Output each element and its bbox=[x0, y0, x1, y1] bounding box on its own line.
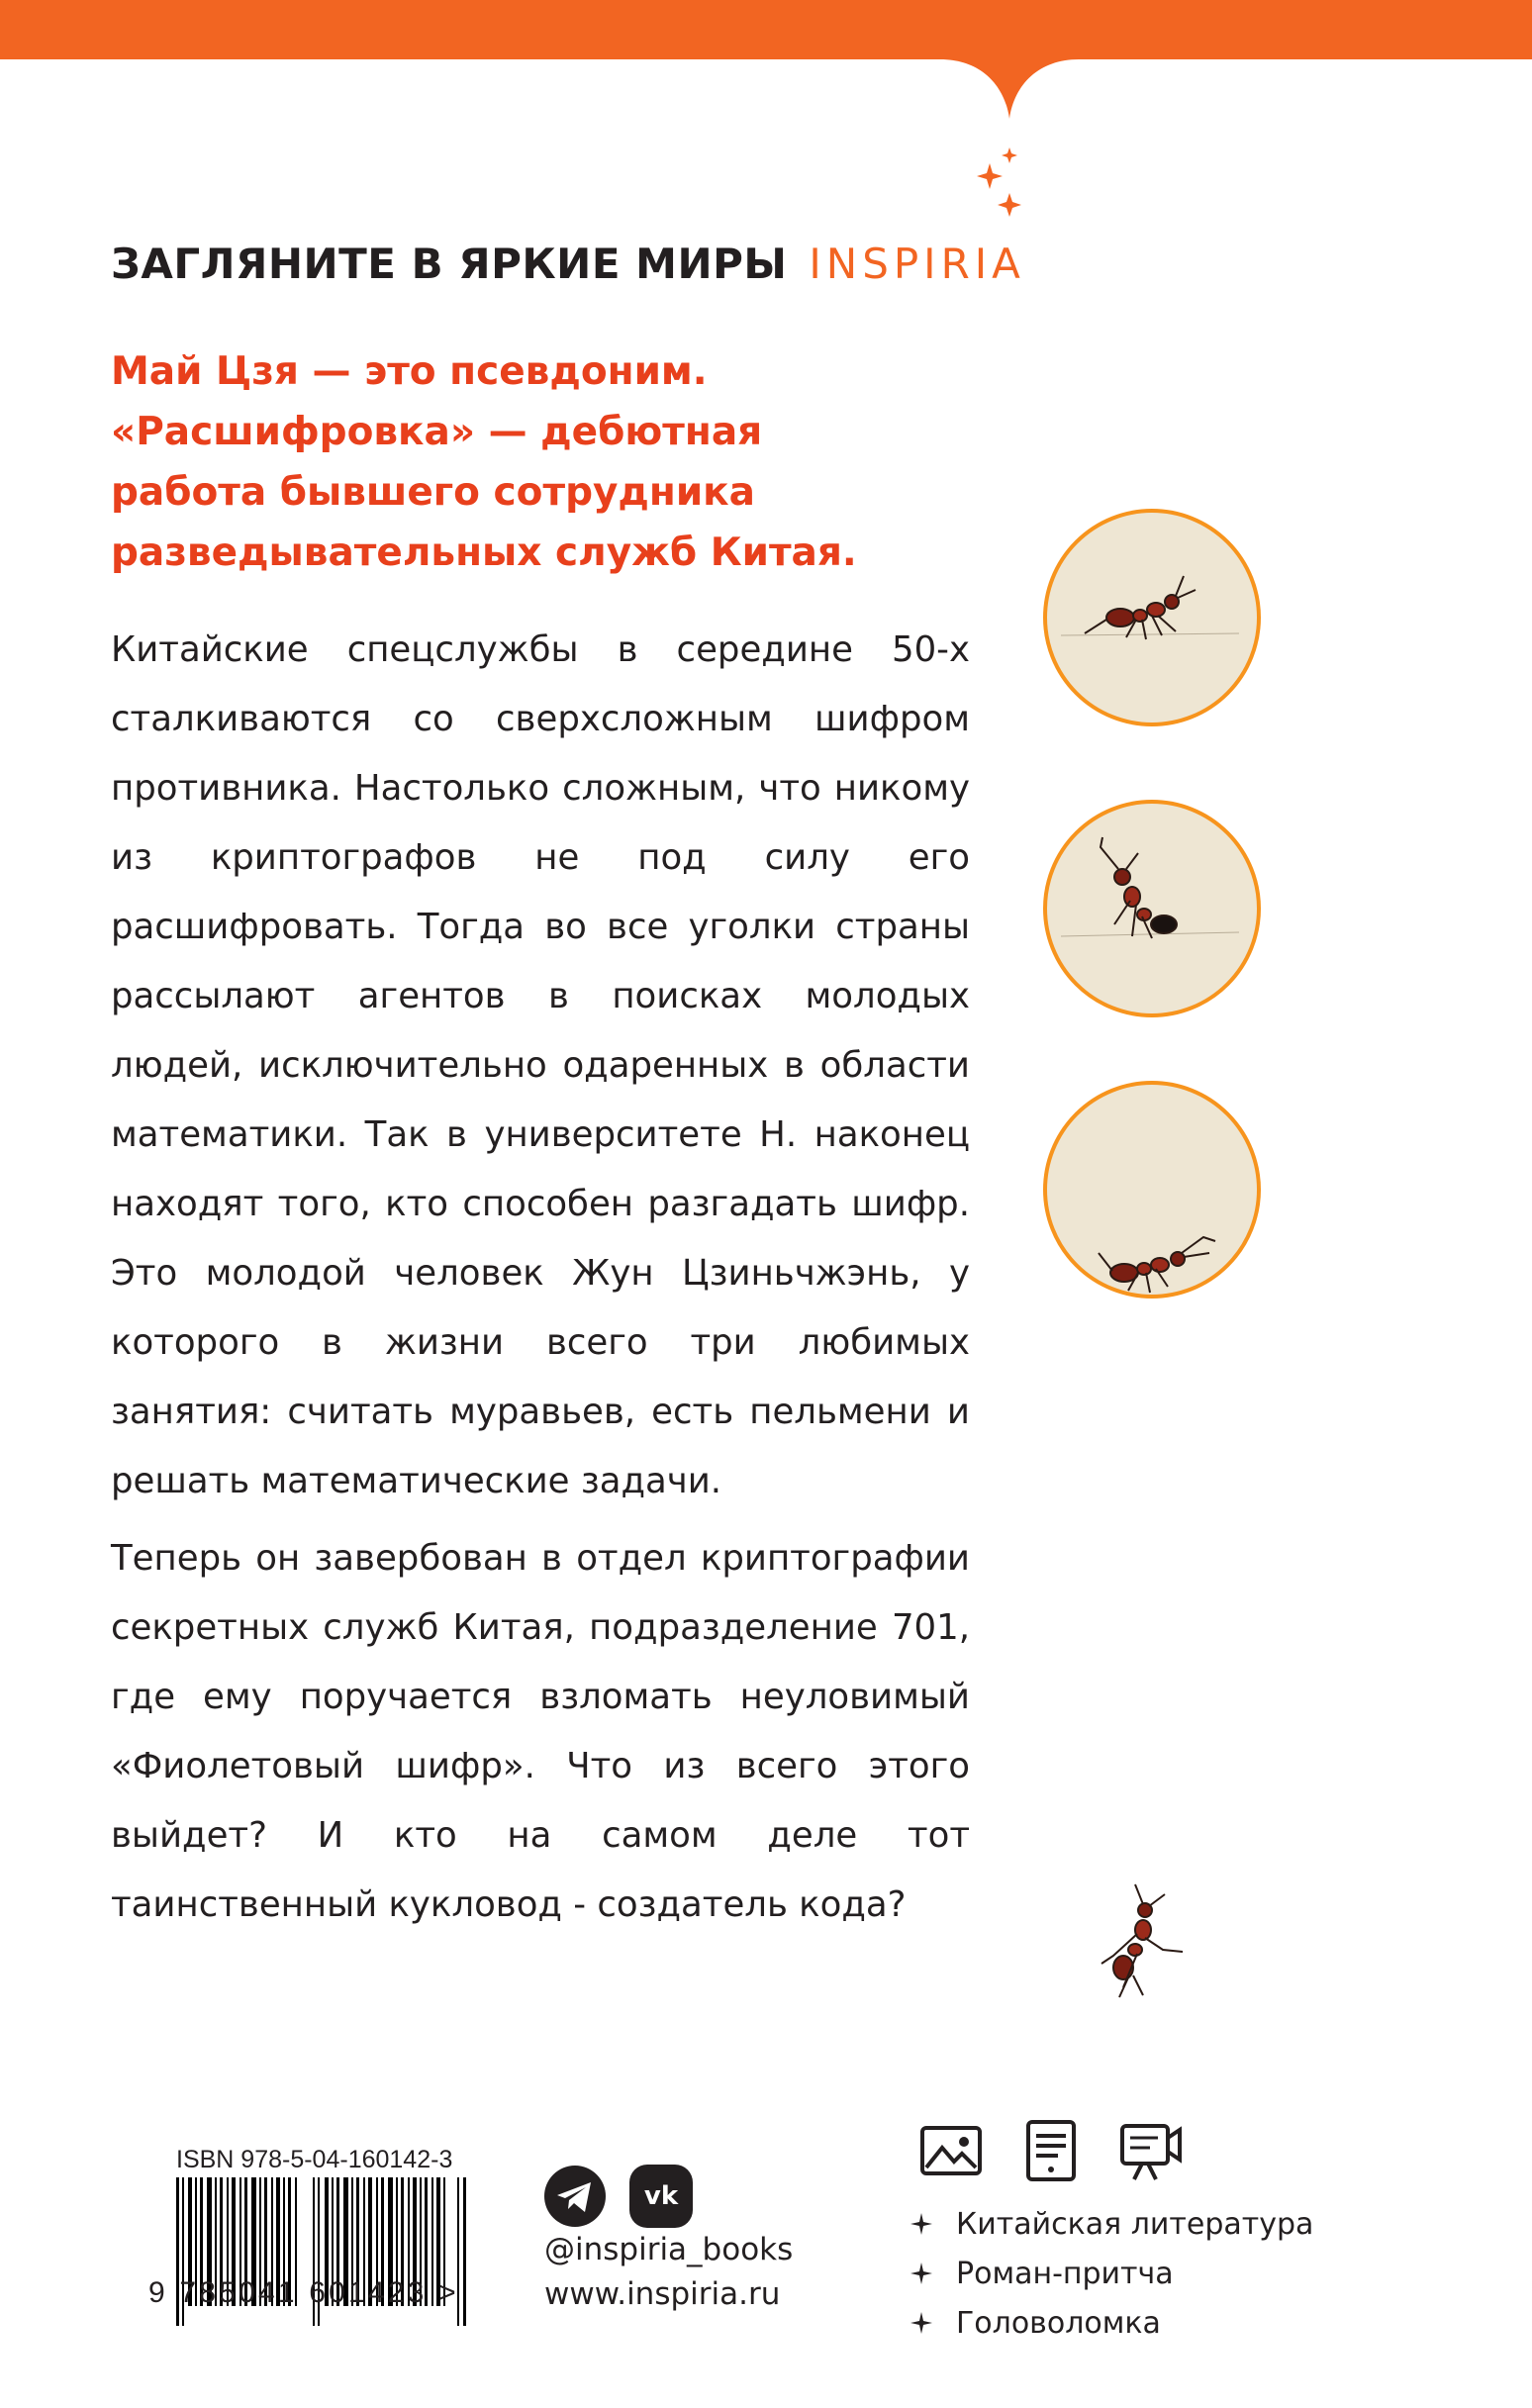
star-icon bbox=[910, 2263, 932, 2284]
ant-illustration-circle bbox=[1041, 507, 1263, 728]
lead-line: Май Цзя — это псевдоним. bbox=[111, 349, 708, 394]
lead-line: «Расшифровка» — дебютная bbox=[111, 410, 763, 454]
website-link[interactable]: www.inspiria.ru bbox=[544, 2276, 781, 2312]
genre-list bbox=[910, 2199, 1425, 2348]
lead-line: разведывательных служб Китая. bbox=[111, 530, 857, 575]
list-item bbox=[910, 2199, 1425, 2249]
header-title: ЗАГЛЯНИТЕ В ЯРКИЕ МИРЫ bbox=[111, 240, 788, 288]
ant-illustration-circle bbox=[1041, 798, 1263, 1019]
ant-illustration-circle bbox=[1041, 1079, 1263, 1300]
image-icon bbox=[918, 2118, 984, 2183]
ebook-icon bbox=[1018, 2118, 1084, 2183]
top-orange-bar bbox=[0, 0, 1532, 129]
ant-icon bbox=[1074, 1880, 1222, 2009]
social-handle[interactable]: @inspiria_books bbox=[544, 2232, 794, 2267]
list-item bbox=[910, 2249, 1425, 2298]
genre-label: Китайская литература bbox=[956, 2206, 1314, 2242]
page-header bbox=[111, 230, 1101, 299]
telegram-icon[interactable] bbox=[543, 2165, 607, 2228]
lead-line: работа бывшего сотрудника bbox=[111, 470, 755, 515]
vk-icon[interactable] bbox=[629, 2165, 693, 2228]
genre-label: Роман-притча bbox=[956, 2256, 1174, 2291]
synopsis-paragraph-2: Теперь он завербован в отдел криптографии секретных служб Китая, подразделение 701, где ему поручается взломать неуловимый «Фиолетовый шифр». Что из всего этого выйдет? И кто на самом деле тот таинственный кукловод - создатель кода? bbox=[111, 1538, 970, 1925]
video-icon bbox=[1118, 2118, 1184, 2183]
lead-text bbox=[111, 341, 922, 583]
vk-label: vk bbox=[643, 2181, 679, 2211]
star-icon bbox=[910, 2213, 932, 2235]
list-item bbox=[910, 2298, 1425, 2348]
star-icon bbox=[910, 2312, 932, 2334]
synopsis-paragraph-1: Китайские спецслужбы в середине 50-х сталкиваются со сверхсложным шифром противника. Настолько сложным, что никому из криптографов не под силу его расшифровать. Тогда во все уголки страны рассылают агентов в поисках молодых людей, исключительно одаренных в области математики. Так в университете Н. наконец находят того, кто способен разгадать шифр. Это молодой человек Жун Цзиньчжэнь, у которого в жизни всего три любимых занятия: считать муравьев, есть пельмени и решать математические задачи. bbox=[111, 629, 970, 1501]
sparkle-icon bbox=[970, 144, 1039, 223]
brand-name: INSPIRIA bbox=[809, 240, 1025, 288]
genre-label: Головоломка bbox=[956, 2305, 1161, 2341]
isbn-label: ISBN 978-5-04-160142-3 bbox=[176, 2146, 453, 2173]
barcode-digits: 9 785041 601423 > bbox=[148, 2276, 459, 2309]
